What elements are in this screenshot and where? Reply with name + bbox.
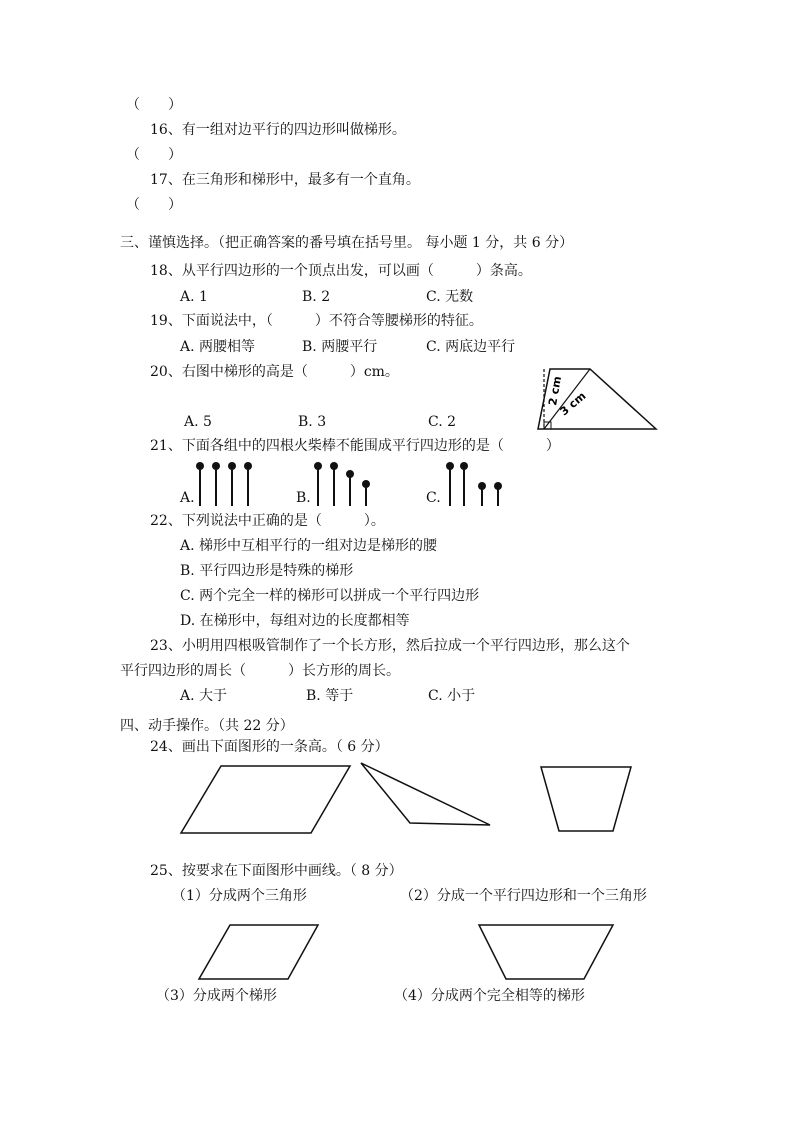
answer-paren-15: （ ） — [126, 97, 182, 113]
task-25-3: （3）分成两个梯形 — [156, 988, 277, 1004]
question-25: 25、按要求在下面图形中画线。（ 8 分） — [150, 863, 403, 879]
answer-paren-17: （ ） — [126, 197, 182, 213]
option-23-b: B. 等于 — [306, 688, 354, 704]
question-16: 16、有一组对边平行的四边形叫做梯形。 — [150, 122, 406, 138]
matchstick-group-b — [312, 460, 376, 508]
question-23-line-1: 23、小明用四根吸管制作了一个长方形，然后拉成一个平行四边形，那么这个 — [150, 638, 630, 654]
option-18-a: A. 1 — [180, 289, 208, 305]
question-21: 21、下面各组中的四根火柴棒不能围成平行四边形的是（ ） — [150, 438, 560, 454]
parallelogram-q25 — [196, 922, 322, 982]
matchstick — [497, 486, 499, 506]
option-22-c: C. 两个完全一样的梯形可以拼成一个平行四边形 — [180, 588, 480, 604]
matchstick — [215, 466, 217, 506]
question-23-line-2: 平行四边形的周长（ ）长方形的周长。 — [120, 663, 400, 679]
option-18-b: B. 2 — [302, 289, 331, 305]
height-label: 2 cm — [546, 375, 565, 407]
matchstick — [317, 466, 319, 506]
option-22-a: A. 梯形中互相平行的一组对边是梯形的腰 — [180, 538, 438, 554]
option-20-b: B. 3 — [298, 414, 327, 430]
option-23-c: C. 小于 — [428, 688, 476, 704]
option-21-c: C. — [426, 490, 441, 506]
trapezoid-q24 — [538, 764, 634, 834]
option-22-b: B. 平行四边形是特殊的梯形 — [180, 563, 354, 579]
question-18: 18、从平行四边形的一个顶点出发，可以画（ ）条高。 — [150, 263, 532, 279]
task-25-1: （1）分成两个三角形 — [172, 888, 307, 904]
trapezoid-figure-q20 — [534, 366, 660, 432]
option-19-c: C. 两底边平行 — [426, 339, 516, 355]
section-3-heading: 三、谨慎选择。（把正确答案的番号填在括号里。 每小题 1 分，共 6 分） — [120, 235, 574, 251]
matchstick — [231, 466, 233, 506]
matchstick — [247, 466, 249, 506]
matchstick — [349, 474, 351, 506]
matchstick-group-a — [196, 460, 256, 508]
triangle-q24 — [358, 760, 494, 828]
option-21-a: A. — [180, 490, 195, 506]
answer-paren-16: （ ） — [126, 147, 182, 163]
option-21-b: B. — [296, 490, 311, 506]
option-20-a: A. 5 — [184, 414, 212, 430]
matchstick-group-c — [444, 460, 508, 508]
question-17: 17、在三角形和梯形中，最多有一个直角。 — [150, 172, 420, 188]
section-4-heading: 四、动手操作。（共 22 分） — [120, 718, 294, 734]
question-24: 24、画出下面图形的一条高。（ 6 分） — [150, 739, 389, 755]
option-19-a: A. 两腰相等 — [180, 339, 256, 355]
question-19: 19、下面说法中，（ ）不符合等腰梯形的特征。 — [150, 313, 483, 329]
task-25-4: （4）分成两个完全相等的梯形 — [394, 988, 585, 1004]
question-20: 20、右图中梯形的高是（ ）cm。 — [150, 364, 399, 380]
trapezoid-q25 — [476, 922, 616, 982]
question-22: 22、下列说法中正确的是（ ）。 — [150, 513, 385, 529]
option-22-d: D. 在梯形中，每组对边的长度都相等 — [180, 613, 410, 629]
slant-label: 3 cm — [557, 389, 589, 419]
matchstick — [481, 486, 483, 506]
task-25-2: （2）分成一个平行四边形和一个三角形 — [400, 888, 647, 904]
matchstick — [365, 484, 367, 506]
matchstick — [199, 466, 201, 506]
option-20-c: C. 2 — [428, 414, 457, 430]
matchstick — [449, 466, 451, 506]
parallelogram-q24 — [178, 764, 354, 836]
matchstick — [463, 466, 465, 506]
option-19-b: B. 两腰平行 — [302, 339, 378, 355]
matchstick — [333, 466, 335, 506]
option-18-c: C. 无数 — [426, 289, 474, 305]
option-23-a: A. 大于 — [180, 688, 228, 704]
